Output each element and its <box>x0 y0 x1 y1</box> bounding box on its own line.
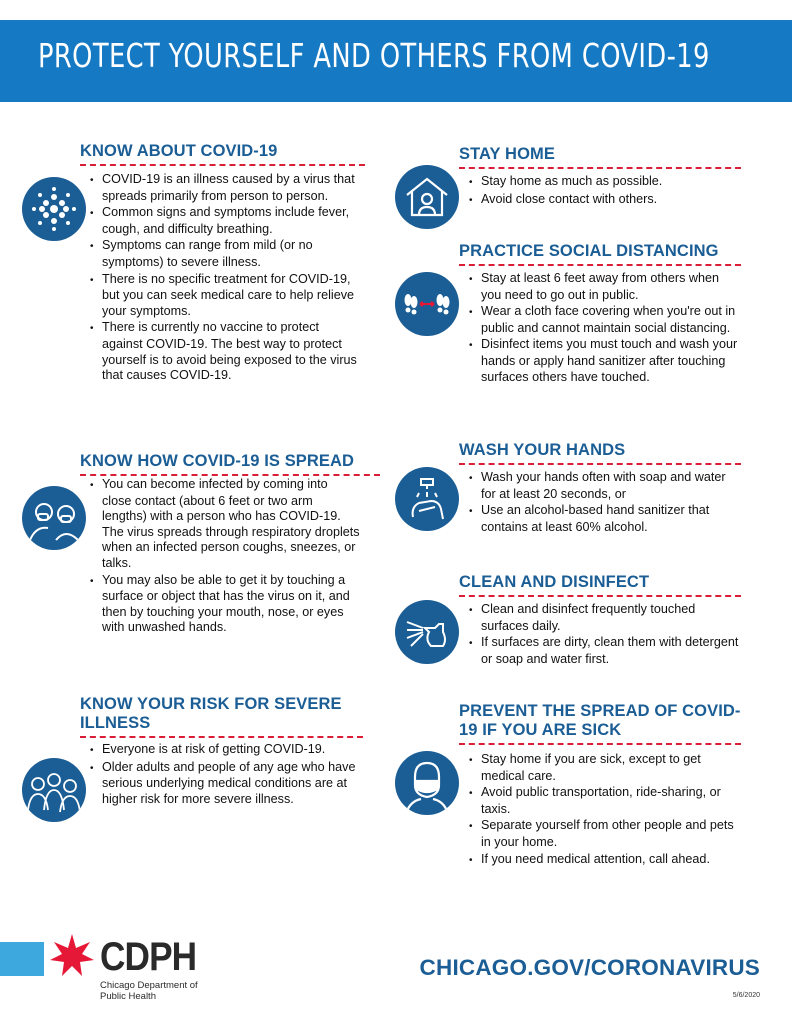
section-title: KNOW ABOUT COVID-19 <box>80 142 365 166</box>
date-label: 5/6/2020 <box>732 992 760 999</box>
list-item: • You can become infected by coming into close contact (about 6 feet or two arm lengths) with a person who has COVID-19. The virus spreads through respiratory droplets when an infected person coughs, sneezes, or talks. <box>92 477 360 572</box>
section-stay-home <box>459 145 741 169</box>
list-item: • There is currently no vaccine to protect against COVID-19. The best way to protect yourself is to avoid being exposed to the virus that causes COVID-19. <box>92 320 357 383</box>
page-title: PROTECT YOURSELF AND OTHERS FROM COVID-19 <box>38 36 710 75</box>
section-title: CLEAN AND DISINFECT <box>459 573 741 597</box>
list-item: • Stay home if you are sick, except to get medical care. <box>471 752 741 784</box>
list-item: • Clean and disinfect frequently touched surfaces daily. <box>471 602 741 634</box>
know-about-list <box>92 172 357 385</box>
virus-icon <box>22 177 86 241</box>
masked-person-icon <box>395 751 459 815</box>
wash-list <box>471 470 741 536</box>
list-item: • There is no specific treatment for COVID-19, but you can seek medical care to help relieve your symptoms. <box>92 272 357 320</box>
section-title: PREVENT THE SPREAD OF COVID-19 IF YOU ARE SICK <box>459 702 741 745</box>
list-item: • Wash your hands often with soap and water for at least 20 seconds, or <box>471 470 741 502</box>
section-sick <box>459 702 741 745</box>
list-item: • Symptoms can range from mild (or no symptoms) to severe illness. <box>92 238 357 270</box>
website-link[interactable]: CHICAGO.GOV/CORONAVIRUS <box>419 955 760 980</box>
section-title: KNOW YOUR RISK FOR SEVERE ILLNESS <box>80 695 363 738</box>
list-item: • Stay home as much as possible. <box>471 174 741 191</box>
list-item: • Disinfect items you must touch and wash your hands or apply hand sanitizer after touching surfaces others have touched. <box>471 337 741 385</box>
sick-list <box>471 752 741 869</box>
list-item: • Everyone is at risk of getting COVID-19. <box>92 742 357 759</box>
section-spread <box>80 452 380 476</box>
list-item: • If you need medical attention, call ahead. <box>471 852 741 869</box>
footprints-distance-icon <box>395 272 459 336</box>
department-name: Chicago Department of Public Health <box>100 980 198 1002</box>
list-item: • Separate yourself from other people and pets in your home. <box>471 818 741 850</box>
header-banner <box>0 20 792 102</box>
group-icon <box>22 758 86 822</box>
section-title: PRACTICE SOCIAL DISTANCING <box>459 242 741 266</box>
people-masks-icon <box>22 486 86 550</box>
section-title: KNOW HOW COVID-19 IS SPREAD <box>80 452 380 476</box>
list-item: • If surfaces are dirty, clean them with detergent or soap and water first. <box>471 635 741 667</box>
list-item: • Older adults and people of any age who have serious underlying medical conditions are at higher risk for more severe illness. <box>92 760 357 808</box>
list-item: • Use an alcohol-based hand sanitizer that contains at least 60% alcohol. <box>471 503 741 535</box>
section-title: WASH YOUR HANDS <box>459 441 741 465</box>
spray-bottle-icon <box>395 600 459 664</box>
section-wash-hands <box>459 441 741 465</box>
footer-accent-block <box>0 942 44 976</box>
chicago-star-icon <box>48 932 96 980</box>
list-item: • Wear a cloth face covering when you're out in public and cannot maintain social distancing. <box>471 304 741 336</box>
section-distancing <box>459 242 741 266</box>
section-know-about <box>80 142 365 166</box>
list-item: • You may also be able to get it by touching a surface or object that has the virus on it, and then by touching your mouth, nose, or eyes with unwashed hands. <box>92 573 360 636</box>
section-title: STAY HOME <box>459 145 741 169</box>
handwash-icon <box>395 467 459 531</box>
spread-list <box>92 477 360 637</box>
list-item: • Avoid public transportation, ride-sharing, or taxis. <box>471 785 741 817</box>
distancing-list <box>471 271 741 386</box>
section-clean <box>459 573 741 597</box>
risk-list <box>92 742 357 808</box>
stay-home-list <box>471 174 741 209</box>
list-item: • Common signs and symptoms include fever, cough, and difficulty breathing. <box>92 205 357 237</box>
clean-list <box>471 602 741 668</box>
list-item: • COVID-19 is an illness caused by a virus that spreads primarily from person to person. <box>92 172 357 204</box>
section-risk <box>80 695 363 738</box>
list-item: • Avoid close contact with others. <box>471 192 741 209</box>
cdph-logo-text: CDPH <box>100 935 197 979</box>
list-item: • Stay at least 6 feet away from others when you need to go out in public. <box>471 271 741 303</box>
house-icon <box>395 165 459 229</box>
